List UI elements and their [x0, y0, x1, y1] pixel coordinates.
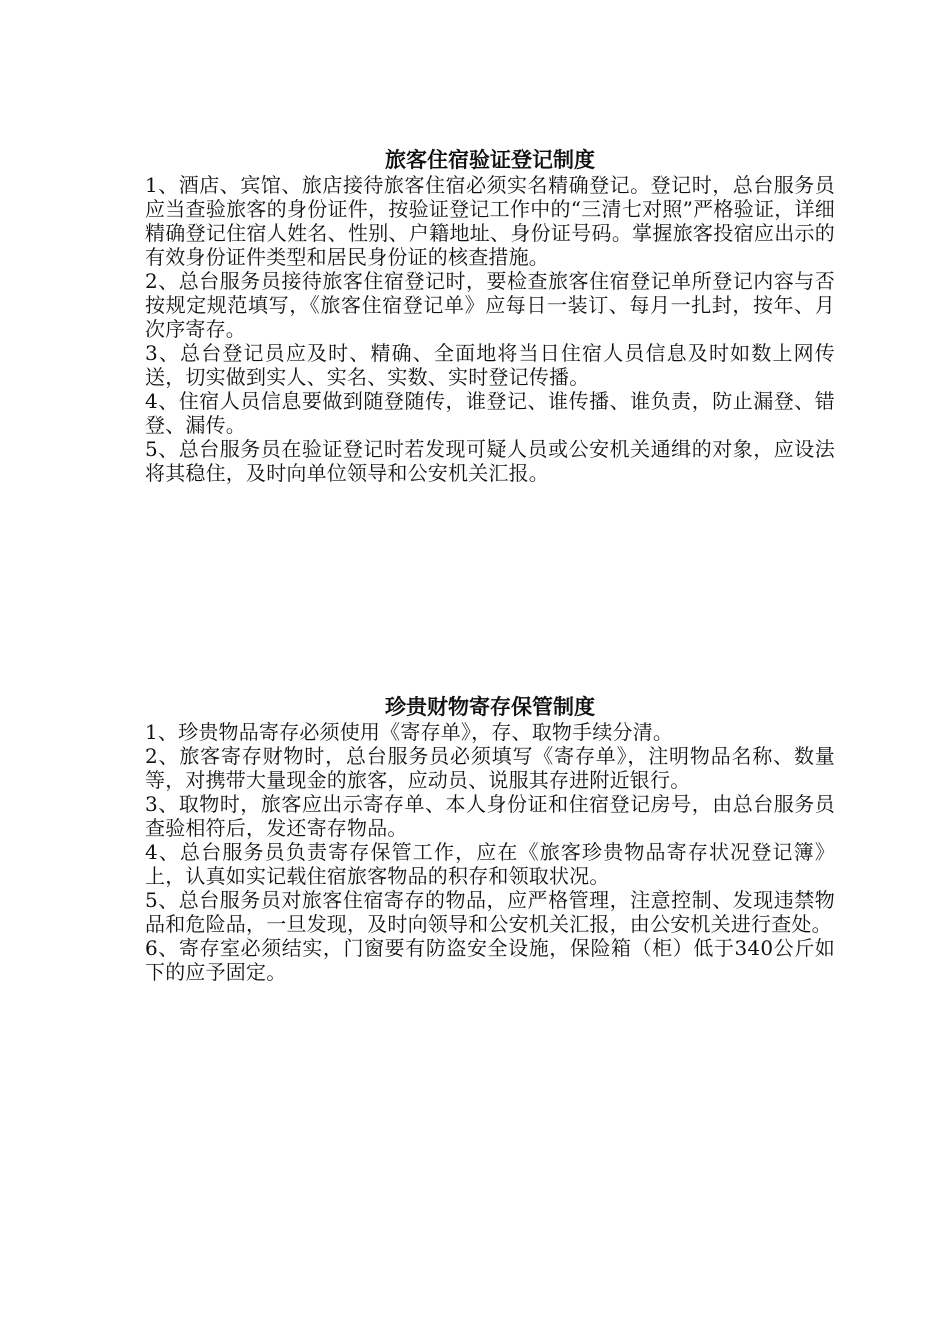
clause-paragraph: 1、珍贵物品寄存必须使用《寄存单》，存、取物手续分清。 [145, 720, 674, 744]
clause-paragraph: 3、总台登记员应及时、精确、全面地将当日住宿人员信息及时如数上网传送，切实做到实人、实名、实数、实时登记传播。 [145, 341, 835, 389]
clause-paragraph: 2、旅客寄存财物时，总台服务员必须填写《寄存单》，注明物品名称、数量等，对携带大量现金的旅客，应动员、说服其存进附近银行。 [145, 744, 835, 792]
clause-paragraph: 3、取物时，旅客应出示寄存单、本人身份证和住宿登记房号，由总台服务员查验相符后，发还寄存物品。 [145, 792, 835, 840]
clause-paragraph: 2、总台服务员接待旅客住宿登记时，要检查旅客住宿登记单所登记内容与否按规定规范填写，《旅客住宿登记单》应每日一装订、每月一扎封，按年、月次序寄存。 [145, 269, 835, 341]
clause-paragraph: 4、住宿人员信息要做到随登随传，谁登记、谁传播、谁负责，防止漏登、错登、漏传。 [145, 389, 835, 437]
section-title: 珍贵财物寄存保管制度 [385, 694, 595, 719]
clause-paragraph: 5、总台服务员在验证登记时若发现可疑人员或公安机关通缉的对象，应设法将其稳住，及时向单位领导和公安机关汇报。 [145, 437, 835, 485]
section-title: 旅客住宿验证登记制度 [385, 147, 595, 172]
lodging-registration-section [145, 147, 835, 485]
clause-paragraph: 4、总台服务员负责寄存保管工作，应在《旅客珍贵物品寄存状况登记簿》上，认真如实记载住宿旅客物品的积存和领取状况。 [145, 840, 835, 888]
clause-paragraph: 6、寄存室必须结实，门窗要有防盗安全设施，保险箱（柜）低于340公斤如下的应予固定。 [145, 936, 835, 984]
clause-paragraph: 5、总台服务员对旅客住宿寄存的物品，应严格管理，注意控制、发现违禁物品和危险品，一旦发现，及时向领导和公安机关汇报，由公安机关进行查处。 [145, 888, 835, 936]
clause-paragraph: 1、酒店、宾馆、旅店接待旅客住宿必须实名精确登记。登记时，总台服务员应当查验旅客的身份证件，按验证登记工作中的“三清七对照”严格验证，详细精确登记住宿人姓名、性别、户籍地址、身份证号码。掌握旅客投宿应出示的有效身份证件类型和居民身份证的核查措施。 [145, 173, 835, 269]
valuables-storage-section [145, 694, 835, 984]
